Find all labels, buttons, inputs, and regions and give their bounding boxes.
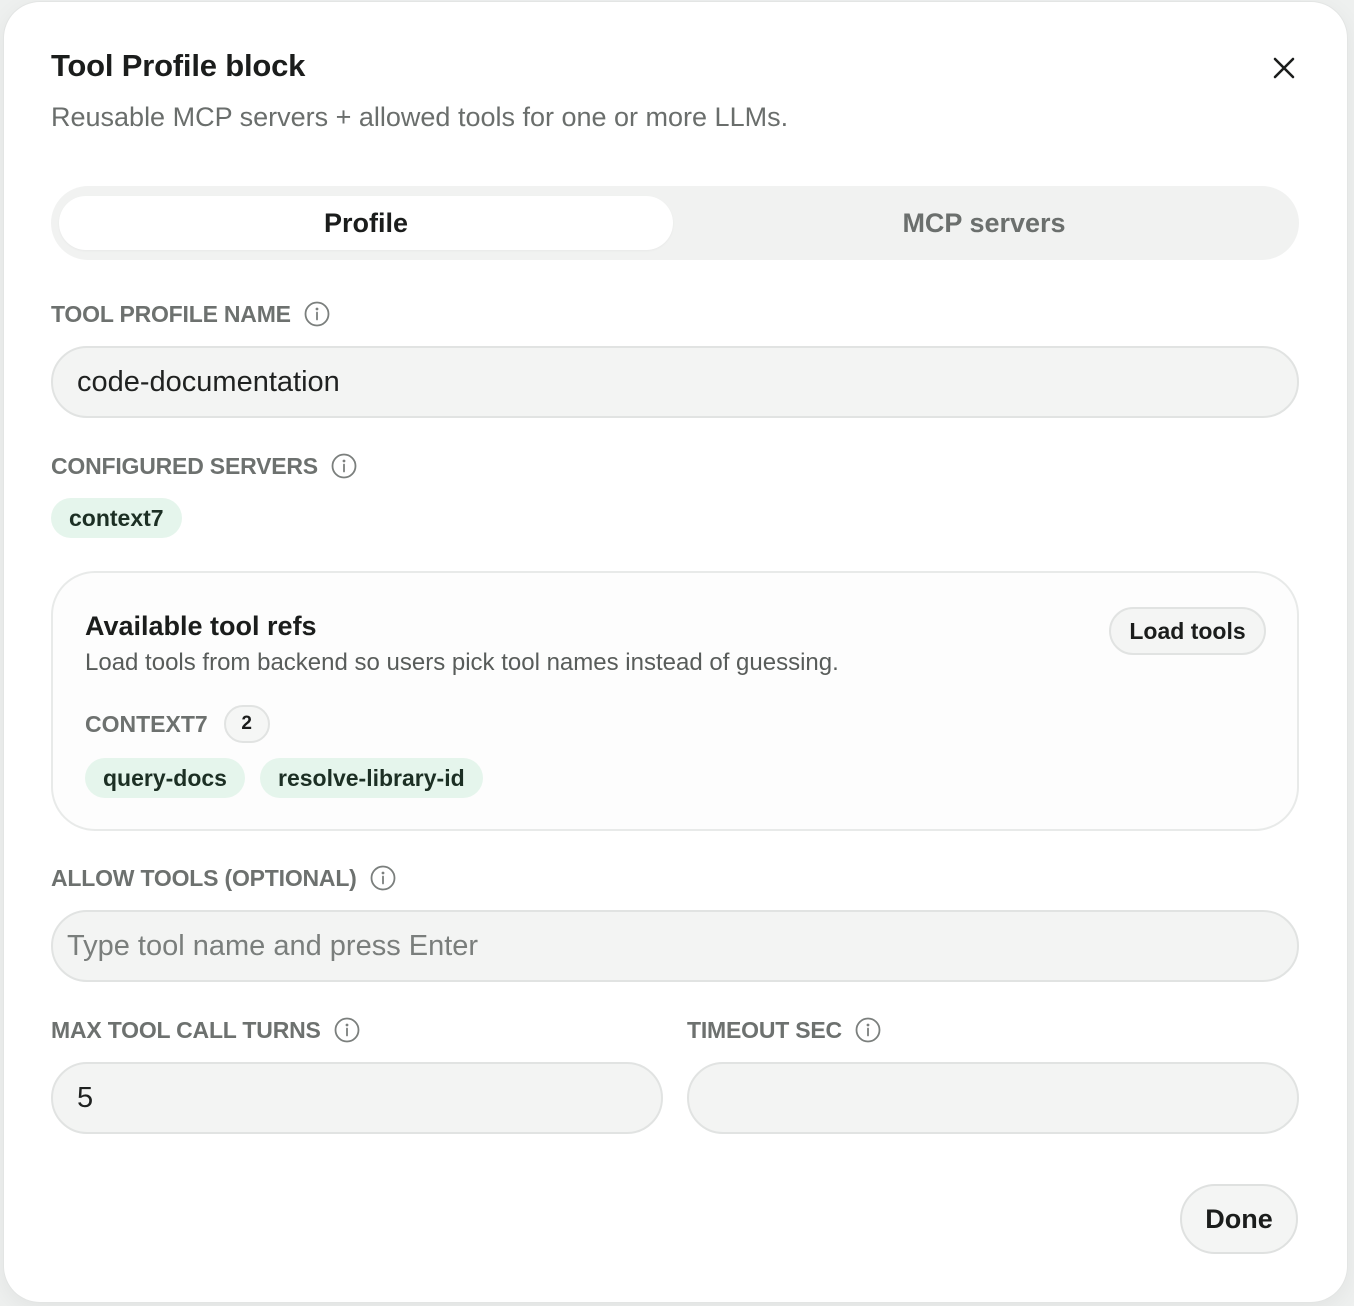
info-icon[interactable] <box>303 300 331 328</box>
card-description: Load tools from backend so users pick tool names instead of guessing. <box>85 649 839 676</box>
tab-bar <box>51 186 1299 260</box>
info-icon[interactable] <box>330 452 358 480</box>
profile-name-value: code-documentation <box>77 365 340 398</box>
close-button[interactable] <box>1264 48 1304 88</box>
profile-name-label: TOOL PROFILE NAME <box>51 300 291 327</box>
server-chip-context7[interactable]: context7 <box>51 498 182 538</box>
timeout-input[interactable] <box>687 1062 1299 1134</box>
configured-servers-label: CONFIGURED SERVERS <box>51 452 318 479</box>
timeout-label: TIMEOUT SEC <box>687 1016 842 1043</box>
tab-profile[interactable]: Profile <box>59 196 673 250</box>
info-icon[interactable] <box>369 864 397 892</box>
tool-count-badge: 2 <box>224 705 270 743</box>
tool-group-name: CONTEXT7 <box>85 710 208 737</box>
profile-name-input[interactable] <box>51 346 1299 418</box>
load-tools-button[interactable]: Load tools <box>1109 607 1266 655</box>
profile-name-label-row <box>51 300 331 328</box>
allow-tools-label: ALLOW TOOLS (OPTIONAL) <box>51 864 357 891</box>
tool-chip-resolve-library-id[interactable]: resolve-library-id <box>260 758 483 798</box>
info-icon[interactable] <box>854 1016 882 1044</box>
info-icon[interactable] <box>333 1016 361 1044</box>
tab-mcp-servers[interactable]: MCP servers <box>902 207 1066 238</box>
max-turns-value: 5 <box>77 1081 94 1114</box>
timeout-label-row <box>687 1016 882 1044</box>
allow-tools-placeholder: Type tool name and press Enter <box>67 929 479 962</box>
max-turns-label: MAX TOOL CALL TURNS <box>51 1016 321 1043</box>
close-icon <box>1272 56 1296 80</box>
configured-servers-label-row <box>51 452 358 480</box>
max-turns-label-row <box>51 1016 361 1044</box>
dialog-subtitle: Reusable MCP servers + allowed tools for one or more LLMs. <box>51 102 789 132</box>
tool-group-context7 <box>85 705 270 743</box>
dialog-title: Tool Profile block <box>51 48 306 83</box>
allow-tools-input[interactable] <box>51 910 1299 982</box>
allow-tools-label-row <box>51 864 397 892</box>
done-button[interactable]: Done <box>1180 1184 1298 1254</box>
available-tools-card <box>51 571 1299 831</box>
tool-profile-dialog <box>4 2 1347 1302</box>
tool-chip-query-docs[interactable]: query-docs <box>85 758 245 798</box>
max-turns-input[interactable] <box>51 1062 663 1134</box>
card-title: Available tool refs <box>85 611 317 641</box>
